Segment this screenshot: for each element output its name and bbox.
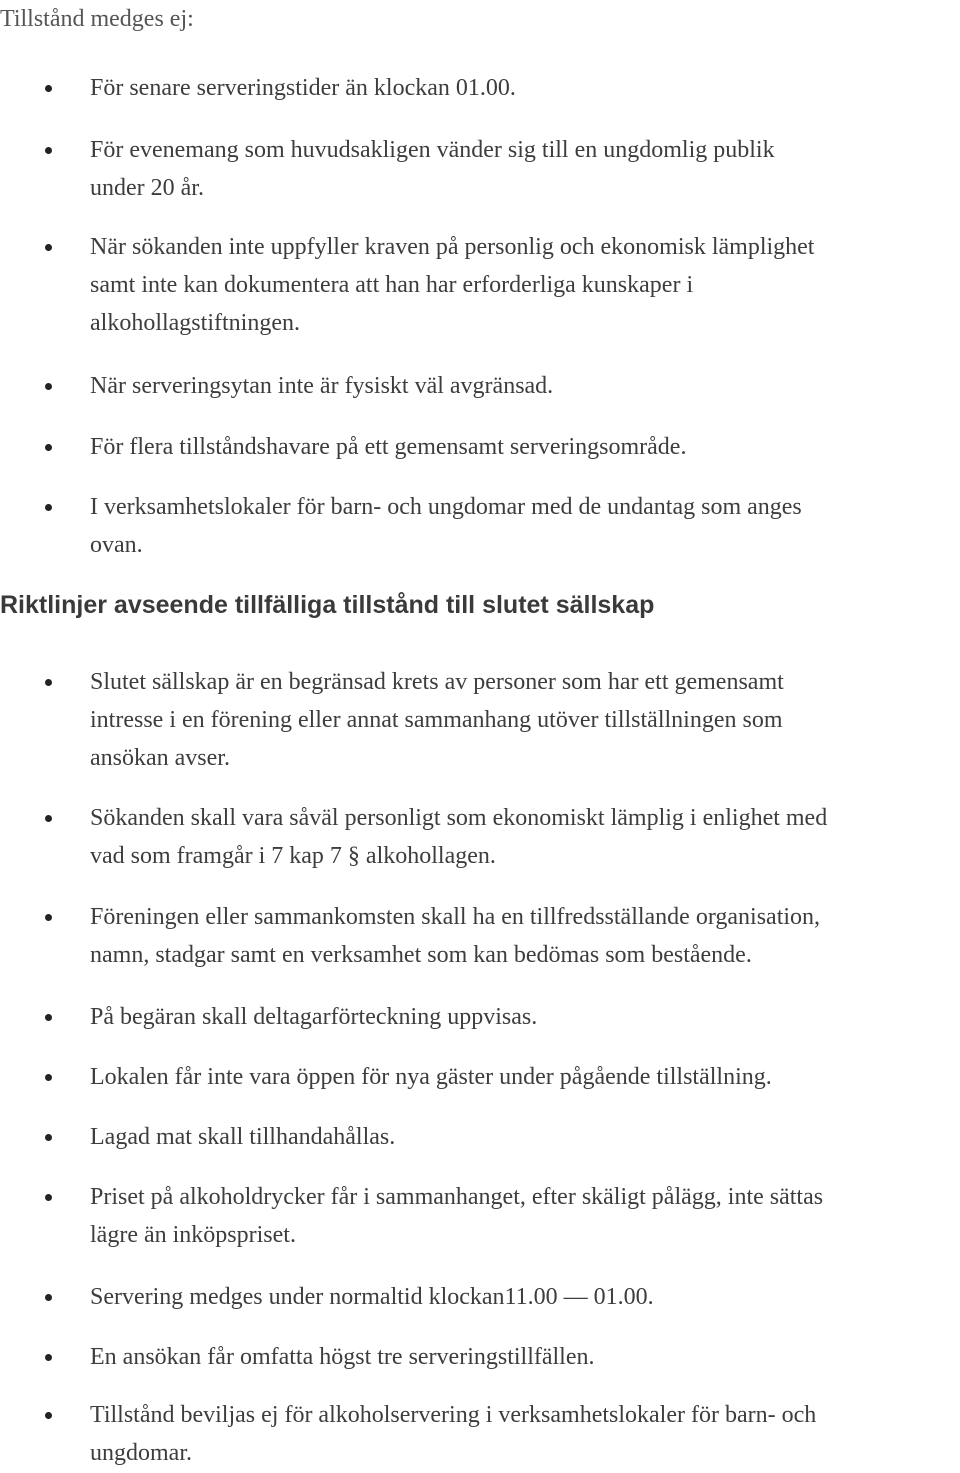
text-line: När sökanden inte uppfyller kraven på personlig och ekonomisk lämplighet — [90, 234, 815, 260]
text-line: namn, stadgar samt en verksamhet som kan bedömas som bestående. — [90, 942, 752, 968]
list-item-text — [90, 799, 955, 875]
text-line: ungdomar. — [90, 1440, 192, 1466]
bullet-icon — [45, 1014, 52, 1021]
list-item-text — [90, 1396, 955, 1472]
text-line: För evenemang som huvudsakligen vänder sig till en ungdomlig publik — [90, 137, 775, 163]
text-line: ovan. — [90, 532, 143, 558]
text-line: Priset på alkoholdrycker får i sammanhanget, efter skäligt pålägg, inte sättas — [90, 1184, 824, 1210]
bullet-icon — [45, 383, 52, 390]
bullet-icon — [45, 1194, 52, 1201]
list-item-text — [90, 488, 955, 564]
text-line: samt inte kan dokumentera att han har erforderliga kunskaper i — [90, 272, 694, 298]
list-item-text — [90, 228, 955, 342]
bullet-icon — [45, 244, 52, 251]
bullet-icon — [45, 1354, 52, 1361]
list-item-text — [90, 428, 955, 466]
bullet-icon — [45, 147, 52, 154]
bullet-icon — [45, 914, 52, 921]
list-item-text — [90, 663, 955, 777]
list-item-text — [90, 1178, 955, 1254]
bullet-icon — [45, 1294, 52, 1301]
text-line: För senare serveringstider än klockan 01.00. — [90, 75, 516, 101]
bullet-icon — [45, 444, 52, 451]
list-item-text — [90, 131, 955, 207]
text-line: Lokalen får inte vara öppen för nya gäster under pågående tillställning. — [90, 1064, 772, 1090]
text-line: Tillstånd beviljas ej för alkoholservering i verksamhetslokaler för barn- och — [90, 1402, 817, 1428]
bullet-icon — [45, 85, 52, 92]
text-line: När serveringsytan inte är fysiskt väl avgränsad. — [90, 373, 554, 399]
intro-text: Tillstånd medges ej: — [0, 6, 194, 32]
list-item-text — [90, 1058, 955, 1096]
text-line: under 20 år. — [90, 175, 204, 201]
bullet-icon — [45, 815, 52, 822]
text-line: På begäran skall deltagarförteckning uppvisas. — [90, 1004, 538, 1030]
list-item-text — [90, 1338, 955, 1376]
bullet-icon — [45, 679, 52, 686]
list-item-text — [90, 898, 955, 974]
bullet-icon — [45, 504, 52, 511]
text-line: lägre än inköpspriset. — [90, 1222, 296, 1248]
text-line: En ansökan får omfatta högst tre serveringstillfällen. — [90, 1344, 595, 1370]
text-line: alkohollagstiftningen. — [90, 310, 300, 336]
section-heading: Riktlinjer avseende tillfälliga tillstånd till slutet sällskap — [0, 591, 655, 619]
list-item-text — [90, 1118, 955, 1156]
text-line: I verksamhetslokaler för barn- och ungdomar med de undantag som anges — [90, 494, 802, 520]
list-item-text — [90, 1278, 955, 1316]
text-line: ansökan avser. — [90, 745, 230, 771]
text-line: Lagad mat skall tillhandahållas. — [90, 1124, 396, 1150]
list-item-text — [90, 367, 955, 405]
list-item-text — [90, 998, 955, 1036]
text-line: intresse i en förening eller annat sammanhang utöver tillställningen som — [90, 707, 783, 733]
text-line: vad som framgår i 7 kap 7 § alkohollagen. — [90, 843, 496, 869]
text-line: Föreningen eller sammankomsten skall ha en tillfredsställande organisation, — [90, 904, 821, 930]
bullet-icon — [45, 1134, 52, 1141]
text-line: Servering medges under normaltid klockan11.00 — 01.00. — [90, 1284, 654, 1310]
bullet-icon — [45, 1412, 52, 1419]
bullet-icon — [45, 1074, 52, 1081]
text-line: Sökanden skall vara såväl personligt som ekonomiskt lämplig i enlighet med — [90, 805, 828, 831]
list-item-text — [90, 69, 955, 107]
text-line: Slutet sällskap är en begränsad krets av personer som har ett gemensamt — [90, 669, 784, 695]
text-line: För flera tillståndshavare på ett gemensamt serveringsområde. — [90, 434, 687, 460]
